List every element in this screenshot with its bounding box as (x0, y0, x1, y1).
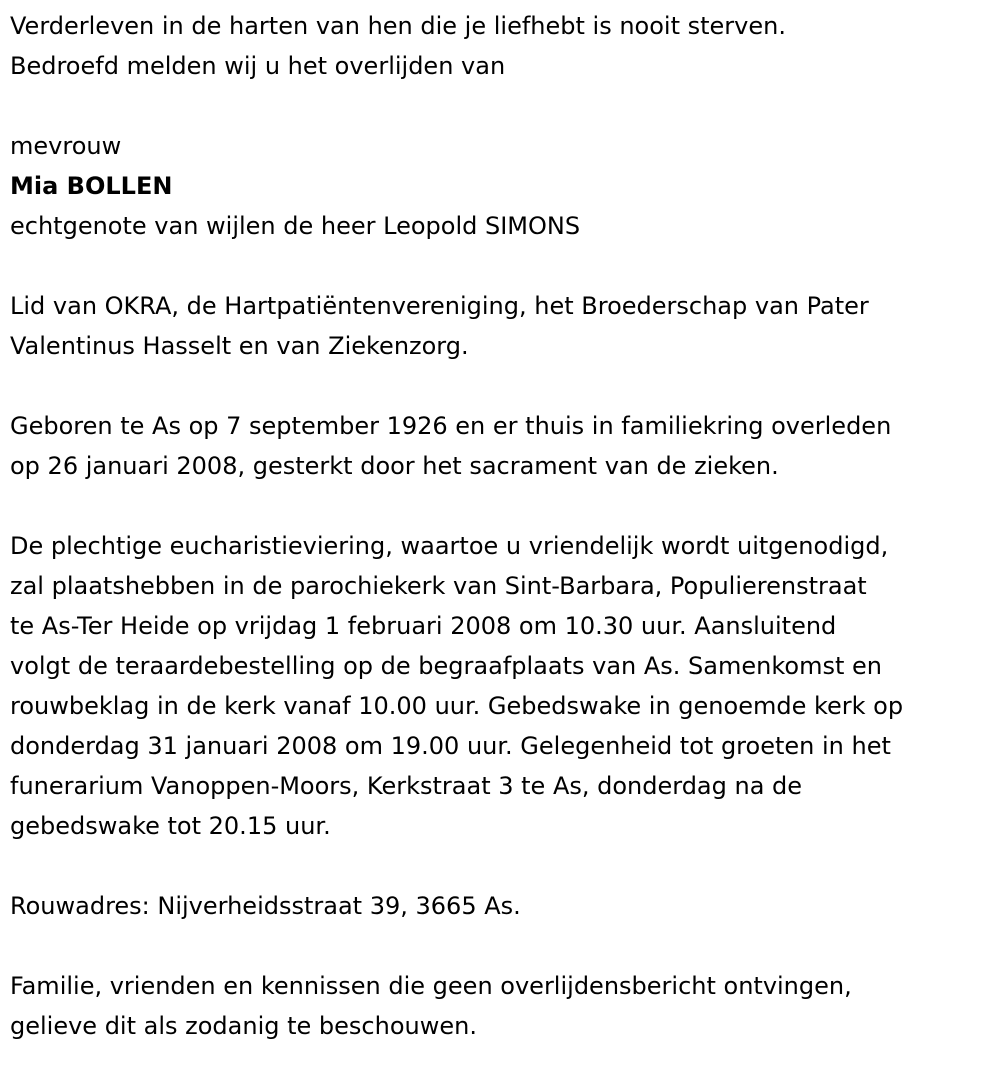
birth-death-paragraph (10, 406, 1000, 486)
address-paragraph (10, 886, 1000, 926)
closing-line: gelieve dit als zodanig te beschouwen. (10, 1012, 477, 1040)
deceased-block (10, 126, 1000, 246)
ceremony-line: rouwbeklag in de kerk vanaf 10.00 uur. Gebedswake in genoemde kerk op (10, 692, 904, 720)
deceased-title: mevrouw (10, 132, 122, 160)
ceremony-line: donderdag 31 januari 2008 om 19.00 uur. Gelegenheid tot groeten in het (10, 732, 891, 760)
ceremony-line: volgt de teraardebestelling op de begraafplaats van As. Samenkomst en (10, 652, 882, 680)
membership-line: Lid van OKRA, de Hartpatiëntenvereniging, het Broederschap van Pater (10, 292, 869, 320)
spacer (10, 846, 1000, 886)
ceremony-line: De plechtige eucharistieviering, waartoe u vriendelijk wordt uitgenodigd, (10, 532, 889, 560)
spacer (10, 246, 1000, 286)
ceremony-line: gebedswake tot 20.15 uur. (10, 812, 331, 840)
closing-line: Familie, vrienden en kennissen die geen overlijdensbericht ontvingen, (10, 972, 852, 1000)
membership-paragraph (10, 286, 1000, 366)
spacer (10, 86, 1000, 126)
spacer (10, 486, 1000, 526)
ceremony-line: zal plaatshebben in de parochiekerk van Sint-Barbara, Populierenstraat (10, 572, 867, 600)
ceremony-line: te As-Ter Heide op vrijdag 1 februari 2008 om 10.30 uur. Aansluitend (10, 612, 837, 640)
birth-death-line: op 26 januari 2008, gesterkt door het sacrament van de zieken. (10, 452, 779, 480)
intro-paragraph (10, 6, 1000, 86)
ceremony-line: funerarium Vanoppen-Moors, Kerkstraat 3 te As, donderdag na de (10, 772, 803, 800)
deceased-spouse: echtgenote van wijlen de heer Leopold SIMONS (10, 212, 581, 240)
intro-announcement: Bedroefd melden wij u het overlijden van (10, 52, 506, 80)
intro-quote: Verderleven in de harten van hen die je liefhebt is nooit sterven. (10, 12, 786, 40)
membership-line: Valentinus Hasselt en van Ziekenzorg. (10, 332, 469, 360)
spacer (10, 926, 1000, 966)
deceased-name: Mia BOLLEN (10, 172, 173, 200)
closing-paragraph (10, 966, 1000, 1046)
birth-death-line: Geboren te As op 7 september 1926 en er thuis in familiekring overleden (10, 412, 892, 440)
ceremony-paragraph (10, 526, 1000, 846)
mourning-address: Rouwadres: Nijverheidsstraat 39, 3665 As. (10, 892, 521, 920)
spacer (10, 366, 1000, 406)
